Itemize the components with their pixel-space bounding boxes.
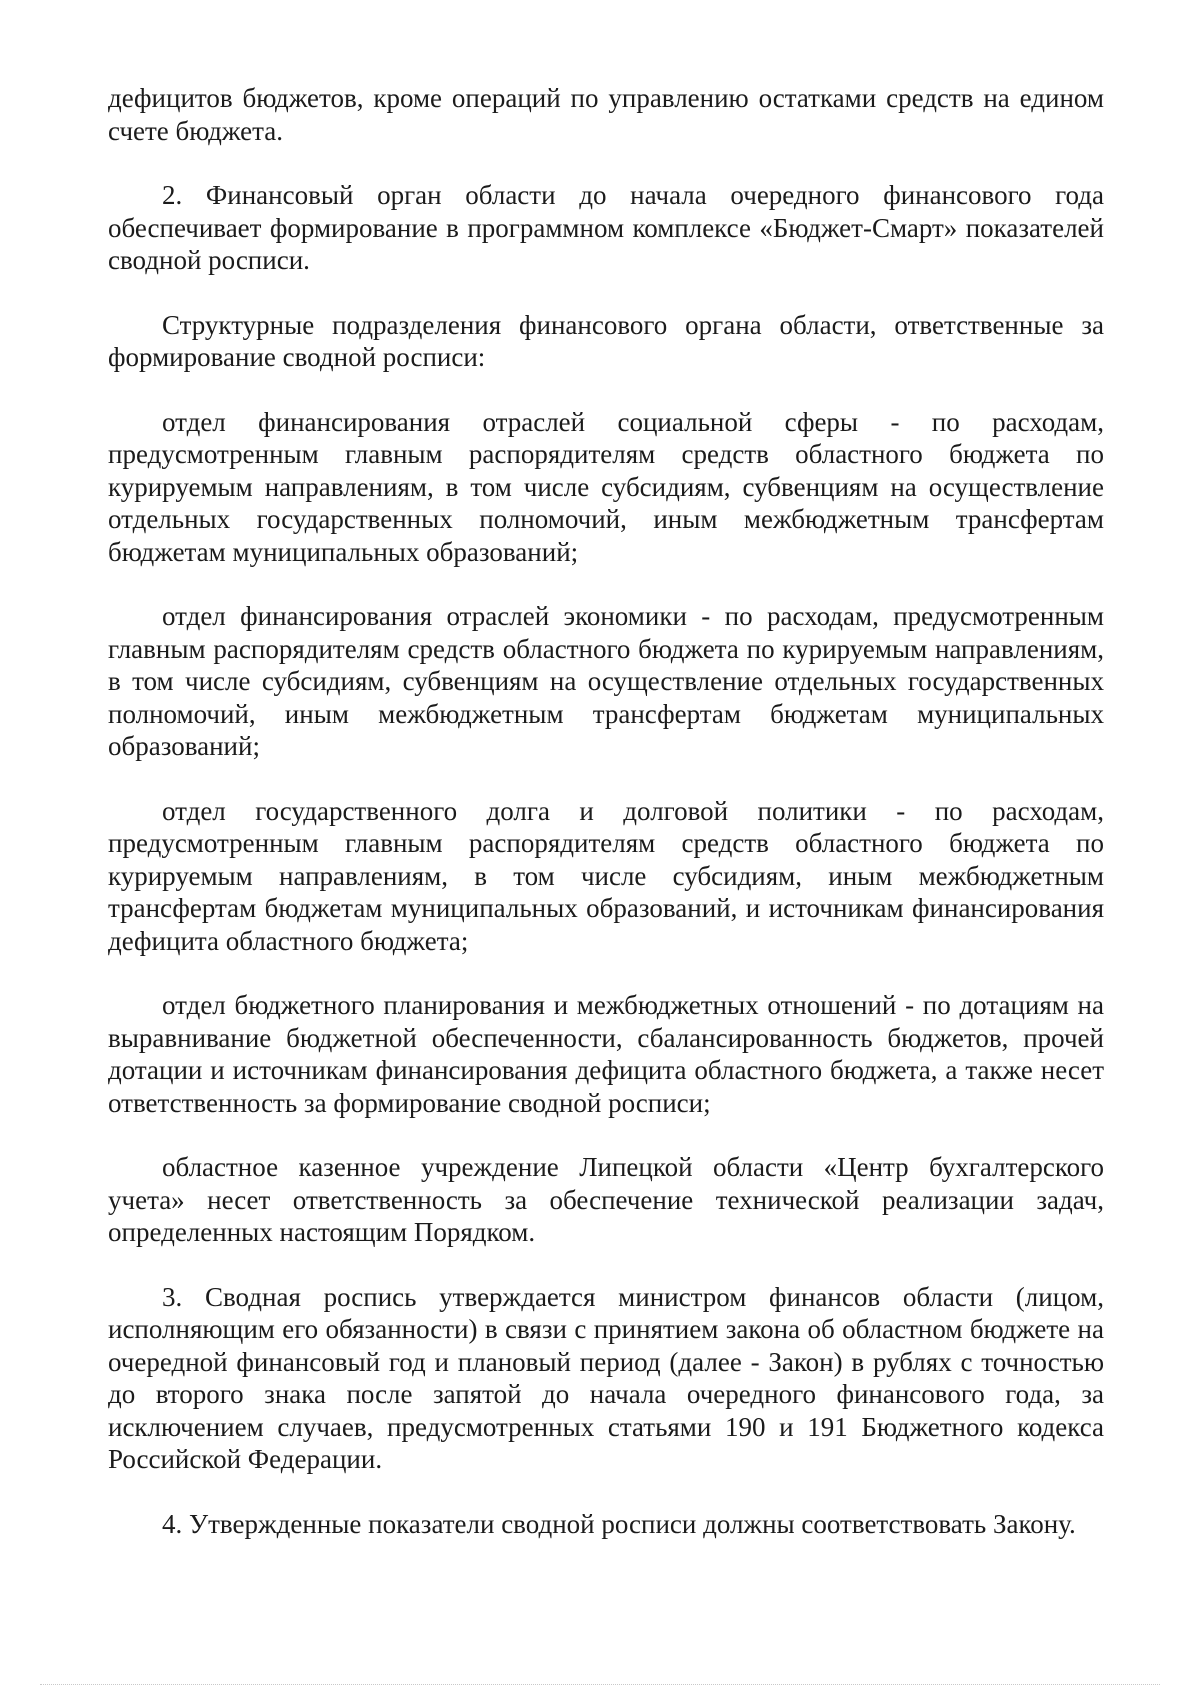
paragraph-item-2: 2. Финансовый орган области до начала очередного финансового года обеспечивает формирование в программном комплексе «Бюджет-Смарт» показателей сводной росписи. <box>108 180 1104 275</box>
paragraph-accounting-center: областное казенное учреждение Липецкой области «Центр бухгалтерского учета» несет ответственность за обеспечение технической реализации задач, определенных настоящим Порядком. <box>108 1152 1104 1247</box>
paragraph-structural-units: Структурные подразделения финансового органа области, ответственные за формирование сводной росписи: <box>108 309 1104 372</box>
paragraph-item-3: 3. Сводная роспись утверждается министром финансов области (лицом, исполняющим его обязанности) в связи с принятием закона об областном бюджете на очередной финансовый год и плановый период (далее - Закон) в рублях с точностью до второго знака после запятой до начала очередного финансового года, за исключением случаев, предусмотренных статьями 190 и 191 Бюджетного кодекса Российской Федерации. <box>108 1281 1104 1474</box>
paragraph-budget-planning-dept: отдел бюджетного планирования и межбюджетных отношений - по дотациям на выравнивание бюджетной обеспеченности, сбалансированность бюджетов, прочей дотации и источникам финансирования дефицита областного бюджета, а также несет ответственность за формирование сводной росписи; <box>108 990 1104 1118</box>
paragraph-continuation: дефицитов бюджетов, кроме операций по управлению остатками средств на едином счете бюджета. <box>108 83 1104 146</box>
paragraph-economy-dept: отдел финансирования отраслей экономики - по расходам, предусмотренным главным распорядителям средств областного бюджета по курируемым направлениям, в том числе субсидиям, субвенциям на осуществление отдельных государственных полномочий, иным межбюджетным трансфертам бюджетам муниципальных образований; <box>108 601 1104 761</box>
paragraph-social-sector-dept: отдел финансирования отраслей социальной сферы - по расходам, предусмотренным главным распорядителям средств областного бюджета по курируемым направлениям, в том числе субсидиям, субвенциям на осуществление отдельных государственных полномочий, иным межбюджетным трансфертам бюджетам муниципальных образований; <box>108 406 1104 567</box>
document-body <box>108 82 1104 1572</box>
paragraph-debt-policy-dept: отдел государственного долга и долговой политики - по расходам, предусмотренным главным распорядителям средств областного бюджета по курируемым направлениям, в том числе субсидиям, иным межбюджетным трансфертам бюджетам муниципальных образований, и источникам финансирования дефицита областного бюджета; <box>108 795 1104 956</box>
paragraph-item-4: 4. Утвержденные показатели сводной росписи должны соответствовать Закону. <box>162 1508 1076 1539</box>
scan-edge-line <box>40 1684 1160 1685</box>
